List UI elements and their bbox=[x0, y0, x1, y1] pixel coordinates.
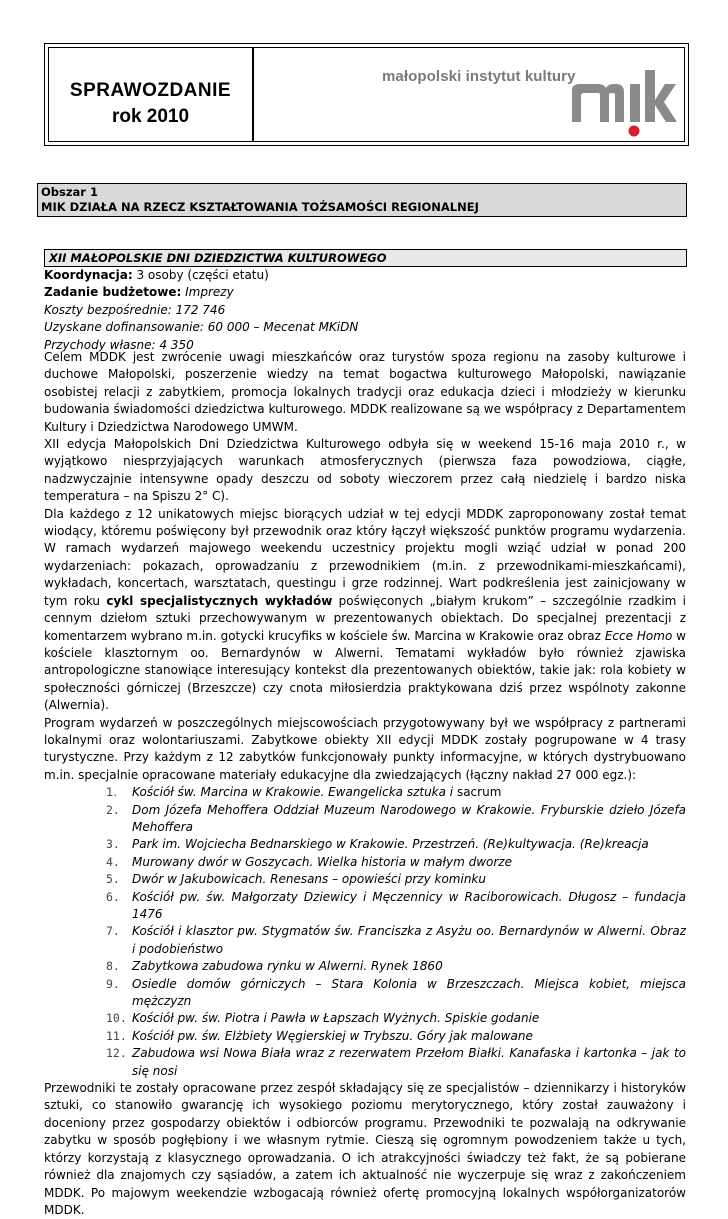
project-meta bbox=[44, 267, 358, 354]
report-body bbox=[44, 349, 686, 1219]
list-item: 4. Murowany dwór w Goszycach. Wielka historia w małym dworze bbox=[106, 854, 512, 869]
list-item: 2. Dom Józefa Mehoffera Oddział Muzeum Narodowego w Krakowie. Fryburskie dzieło Józefa Mehoffera bbox=[106, 802, 686, 834]
brand-area bbox=[254, 48, 684, 141]
list-item: 11. Kościół pw. św. Elżbiety Węgierskiej w Trybszu. Góry jak malowane bbox=[106, 1028, 533, 1043]
area-heading-box bbox=[37, 183, 687, 217]
report-header bbox=[44, 43, 689, 146]
paragraph-partners: Program wydarzeń w poszczególnych miejscowościach przygotowywany był we współpracy z partnerami lokalnymi oraz wolontariuszami. Zabytkowe obiekty XII edycji MDDK zostały pogrupowane w 4 trasy turystyczne. Przy każdym z 12 zabytków funkcjonowały punkty informacyjne, w których dystrybuowano m.in. specjalnie opracowane materiały edukacyjne dla zwiedzających (łączny nakład 27 000 egz.): bbox=[44, 715, 686, 782]
paragraph-guides: Przewodniki te zostały opracowane przez zespół składający się ze specjalistów – dziennikarzy i historyków sztuki, co stanowiło gwarancję ich wysokiego poziomu merytorycznego, który został zauważony i doceniony przez gospodarzy obiektów i odbiorców programu. Przewodniki te pozwalają na odkrywanie zabytku w sposób pogłębiony i we własnym rytmie. Cieszą się ogromnym powodzeniem także u tych, którzy korzystają z klasycznego oprowadzania. O ich atrakcyjności świadczy też fakt, że są pobierane również dla znajomych czy sąsiadów, a zatem ich aktualność nie wyczerpuje się wraz z zakończeniem MDDK. Po majowym weekendzie wzbogacają również ofertę promocyjną lokalnych współorganizatorów MDDK. bbox=[44, 1081, 686, 1217]
area-title: MIK DZIAŁA NA RZECZ KSZTAŁTOWANIA TOŻSAMOŚCI REGIONALNEJ bbox=[41, 200, 479, 214]
report-header-inner bbox=[48, 47, 685, 142]
list-item: 6. Kościół pw. św. Małgorzaty Dziewicy i Męczennicy w Raciborowicach. Długosz – fundacja 1476 bbox=[106, 889, 686, 921]
list-item: 3. Park im. Wojciecha Bednarskiego w Krakowie. Przestrzeń. (Re)kultywacja. (Re)kreacja bbox=[106, 837, 649, 852]
own-revenue: Przychody własne: 4 350 bbox=[44, 337, 194, 352]
budget-task-line bbox=[44, 284, 358, 301]
lecture-series-highlight: cykl specjalistycznych wykładów bbox=[106, 593, 333, 608]
list-item: 8. Zabytkowa zabudowa rynku w Alwerni. Rynek 1860 bbox=[106, 959, 443, 974]
coordination-line bbox=[44, 267, 358, 284]
mik-logo-icon bbox=[568, 60, 678, 138]
area-number: Obszar 1 bbox=[41, 185, 98, 199]
list-item: 10. Kościół pw. św. Piotra i Pawła w Łapszach Wyżnych. Spiskie godanie bbox=[106, 1011, 540, 1026]
list-item: 7. Kościół i klasztor pw. Stygmatów św. Franciszka z Asyżu oo. Bernardynów w Alwerni. Obraz i podobieństwo bbox=[106, 924, 686, 956]
report-title-box bbox=[49, 48, 254, 141]
list-item: 5. Dwór w Jakubowicach. Renesans – opowieści przy kominku bbox=[106, 872, 486, 887]
section-heading: XII MAŁOPOLSKIE DNI DZIEDZICTWA KULTUROWEGO bbox=[44, 249, 687, 267]
brand-name: małopolski instytut kultury bbox=[382, 68, 576, 85]
report-title: SPRAWOZDANIE bbox=[69, 80, 232, 101]
budget-task-value: Imprezy bbox=[181, 285, 234, 300]
list-item: 12. Zabudowa wsi Nowa Biała wraz z rezerwatem Przełom Białki. Kanafaska i kartonka – jak to się nosi bbox=[106, 1046, 686, 1078]
report-year: rok 2010 bbox=[111, 106, 190, 127]
funding-obtained: Uzyskane dofinansowanie: 60 000 – Mecenat MKiDN bbox=[44, 320, 359, 335]
paragraph-goal: Celem MDDK jest zwrócenie uwagi mieszkańców oraz turystów spoza regionu na zasoby kulturowe i duchowe Małopolski, poszerzenie wiedzy na temat bogactwa kulturowego Małopolski, nawiązanie osobistej relacji z zabytkiem, promocja lokalnych tradycji oraz edukacja dzieci i młodzieży w kierunku budowania świadomości dziedzictwa kulturowego. MDDK realizowane są we współpracy z Departamentem Kultury i Dziedzictwa Narodowego UMWM. bbox=[44, 350, 686, 434]
monuments-list bbox=[44, 784, 686, 1080]
direct-costs: Koszty bezpośrednie: 172 746 bbox=[44, 302, 226, 317]
paragraph-edition: XII edycja Małopolskich Dni Dziedzictwa Kulturowego odbyła się w weekend 15-16 maja 2010 r., w wyjątkowo niesprzyjających warunkach atmosferycznych (pierwsza faza powodziowa, ciągłe, nadzwyczajnie intensywne opady deszczu od soboty wieczorem przez całą niedzielę i bardzo niska temperatura – na Spiszu 2° C). bbox=[44, 437, 686, 504]
budget-task-label: Zadanie budżetowe: bbox=[44, 285, 182, 300]
coordination-label: Koordynacja: bbox=[44, 268, 133, 282]
coordination-value: 3 osoby (części etatu) bbox=[132, 268, 269, 282]
ecce-homo-title: Ecce Homo bbox=[604, 628, 673, 643]
list-item: 1. Kościół św. Marcina w Krakowie. Ewangelicka sztuka i sacrum bbox=[106, 785, 502, 800]
paragraph-program: Dla każdego z 12 unikatowych miejsc biorących udział w tej edycji MDDK zaproponowany został temat wiodący, któremu poświęcony był przewodnik oraz który łączył większość punktów programu wydarzenia. W ramach wydarzeń majowego weekendu uczestnicy projektu mogli wziąć udział w ponad 200 wydarzeniach: pokazach, oprowadzaniu z przewodnikiem (m.in. z przewodnikami-mieszkańcami), wykładach, koncertach, warsztatach, questingu i grze rodzinnej. Wart podkreślenia jest zainicjowany w tym roku cykl specjalistycznych wykładów poświęconych „białym krukom” – szczególnie rzadkim i cennym dziełom sztuki przechowywanym w prezentowanych obiektach. Do specjalnej prezentacji z komentarzem wybrano m.in. gotycki krucyfiks w kościele św. Marcina w Krakowie oraz obraz Ecce Homo w kościele klasztornym oo. Bernardynów w Alwerni. Tematami wykładów było również zjawiska antropologiczne stanowiące interesujący kontekst dla prezentowanych obiektów, takie jak: rola kobiety w społeczności górniczej (Brzeszcze) czy cnota miłosierdzia praktykowana dziś przez wspólnoty zakonne (Alwernia). bbox=[44, 506, 686, 713]
list-item: 9. Osiedle domów górniczych – Stara Kolonia w Brzeszczach. Miejsca kobiet, miejsca mężczyzn bbox=[106, 976, 686, 1009]
